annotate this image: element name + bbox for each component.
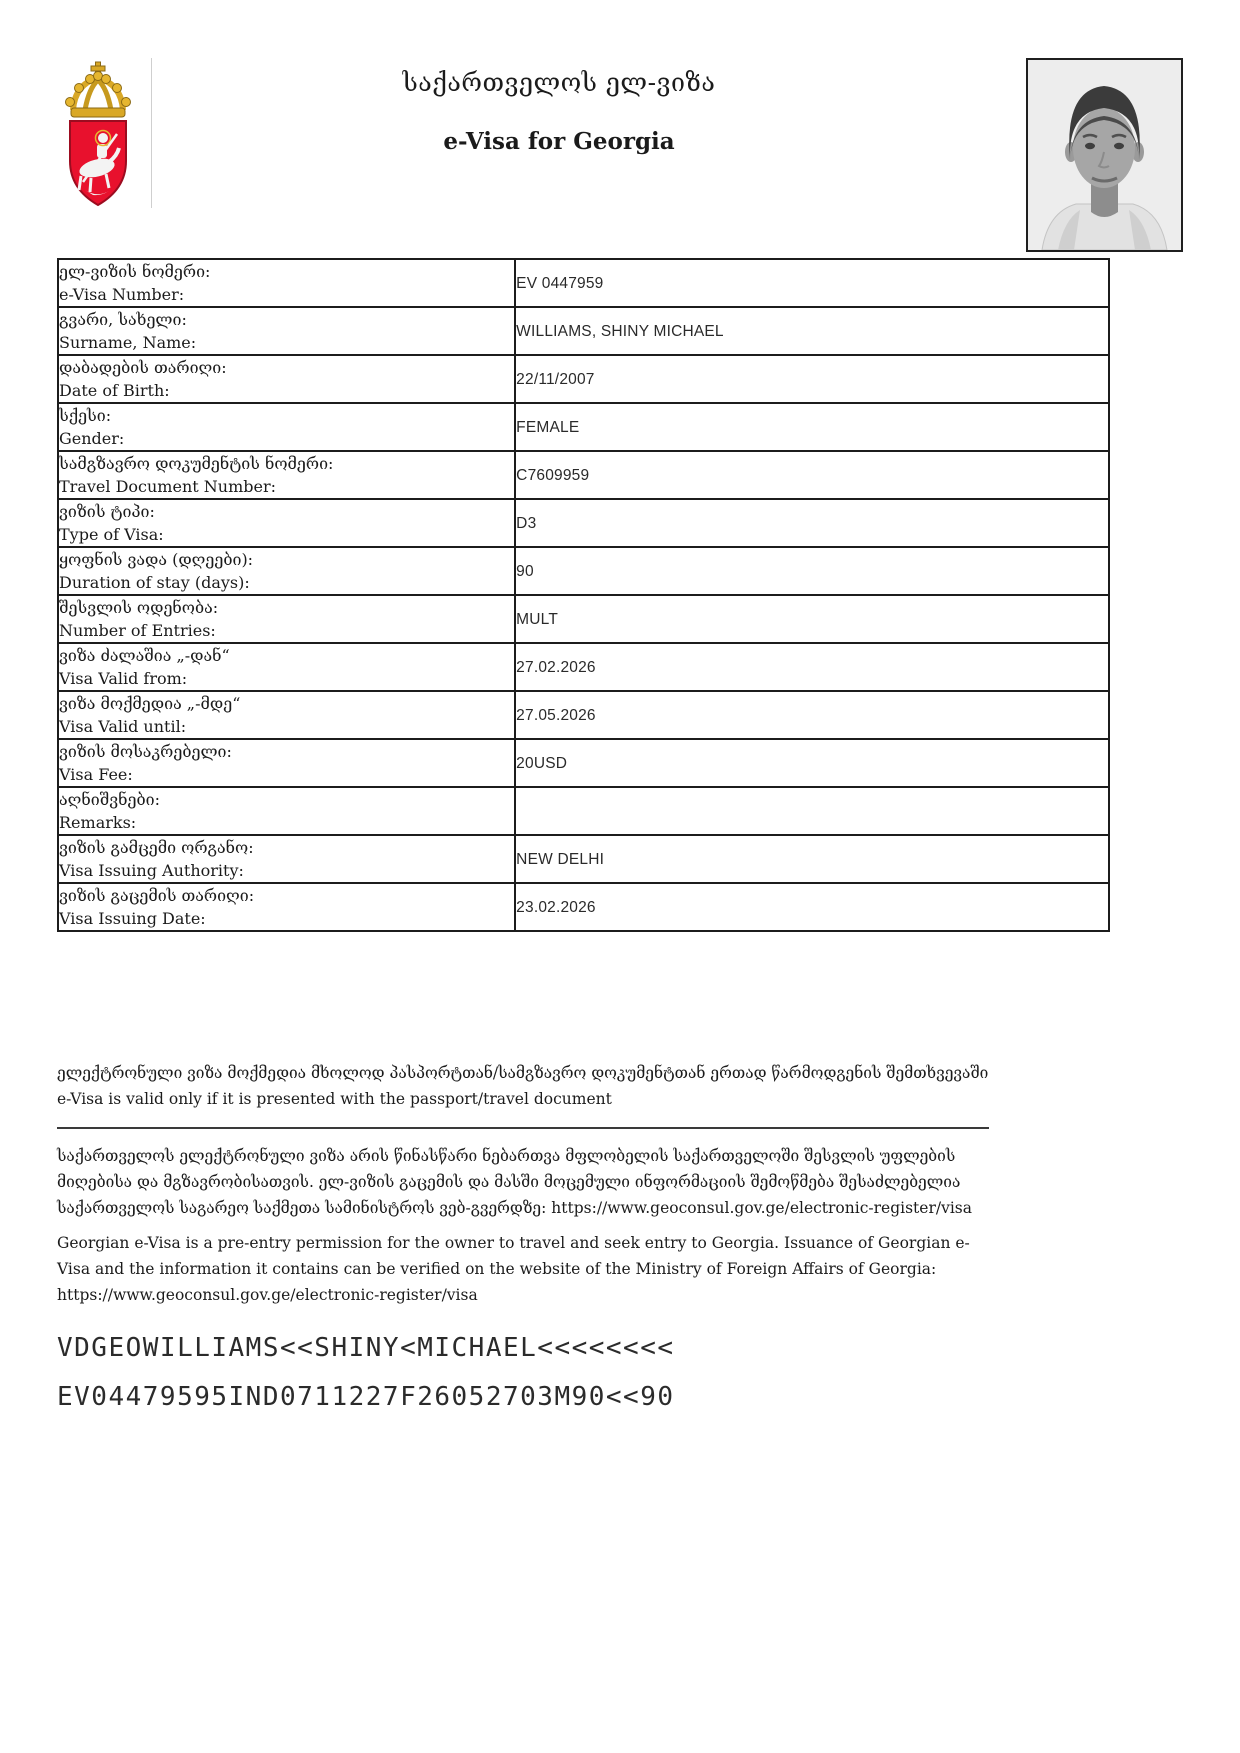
field-label-en: Gender: [59,429,125,448]
field-label-ka: დაბადების თარიღი: [59,358,227,377]
field-value: MULT [516,611,559,628]
field-label-ka: ვიზის მოსაკრებელი: [59,742,232,761]
field-label-en: Duration of stay (days): [59,573,250,592]
field-label-ka: შესვლის ოდენობა: [59,598,219,617]
field-label-en: Visa Fee: [59,765,133,784]
coat-of-arms-graphic [57,58,139,208]
validity-note-georgian: ელექტრონული ვიზა მოქმედია მხოლოდ პასპორტთან/სამგზავრო დოკუმენტთან ერთად წარმოდგენის შემთხვევაში [57,1064,989,1082]
field-label-en: Visa Valid until: [59,717,187,736]
field-label-ka: სქესი: [59,406,112,425]
field-value: C7609959 [516,467,590,484]
field-value: 27.05.2026 [516,707,596,724]
table-row-duration-of-stay [58,547,1109,595]
field-label-ka: ვიზის გაცემის თარიღი: [59,886,255,905]
page-title-georgian: საქართველოს ელ-ვიზა [402,68,716,97]
machine-readable-zone [57,1324,1183,1422]
info-paragraph-georgian: საქართველოს ელექტრონული ვიზა არის წინასწარი ნებართვა მფლობელის საქართველოში შესვლის უფლების მიღებისა და მგზავრობისათვის. ელ-ვიზის გაცემის და მასში მოცემული ინფორმაციის შემოწმება შესაძლებელია საქართველოს საგარეო საქმეთა სამინისტროს ვებ-გვერდზე: https://www.geoconsul.gov.ge/electronic-register/visa [57,1147,972,1217]
info-paragraph-english: Georgian e-Visa is a pre-entry permission for the owner to travel and seek entry to Georgia. Issuance of Georgian e-Visa and the information it contains can be verified on the website of the Ministry of Foreign Affairs of Georgia: https://www.geoconsul.gov.ge/electronic-register/visa [57,1234,970,1304]
document-header [57,55,1183,255]
table-row-visa-fee [58,739,1109,787]
table-row-visa-valid-until [58,691,1109,739]
field-value: D3 [516,515,537,532]
footer-notes [57,1060,989,1308]
field-label-ka: ყოფნის ვადა (დღეები): [59,550,254,569]
field-label-en: Visa Valid from: [59,669,188,688]
field-value: 20USD [516,755,568,772]
validity-note [57,1060,989,1112]
page-title-english: e-Visa for Georgia [443,128,675,155]
field-value: 23.02.2026 [516,899,596,916]
field-label-en: Visa Issuing Authority: [59,861,244,880]
georgia-coat-of-arms-icon [57,58,152,208]
separator-rule [57,1127,989,1129]
field-label-ka: გვარი, სახელი: [59,310,187,329]
applicant-photo [1026,58,1183,252]
field-value: NEW DELHI [516,851,605,868]
table-row-travel-document-number [58,451,1109,499]
table-row-visa-valid-from [58,643,1109,691]
portrait-graphic [1028,60,1181,250]
table-row-visa-issuing-date [58,883,1109,931]
table-row-evisa-number [58,259,1109,307]
mrz-line-1: VDGEOWILLIAMS<<SHINY<MICHAEL<<<<<<<< [57,1333,675,1363]
field-label-en: Date of Birth: [59,381,170,400]
field-label-en: Number of Entries: [59,621,216,640]
field-label-ka: ვიზა ძალაშია „-დან“ [59,646,230,665]
table-row-remarks [58,787,1109,835]
field-label-ka: სამგზავრო დოკუმენტის ნომერი: [59,454,334,473]
field-label-en: Type of Visa: [59,525,164,544]
table-row-surname-name [58,307,1109,355]
field-label-en: Remarks: [59,813,137,832]
field-value: EV 0447959 [516,275,604,292]
title-block [152,55,1026,155]
field-label-ka: აღნიშვნები: [59,790,160,809]
field-value: 90 [516,563,534,580]
visa-details-table [57,258,1110,932]
table-row-type-of-visa [58,499,1109,547]
field-label-en: Surname, Name: [59,333,197,352]
table-row-number-of-entries [58,595,1109,643]
field-value: 22/11/2007 [516,371,595,388]
table-row-visa-issuing-authority [58,835,1109,883]
field-label-en: e-Visa Number: [59,285,185,304]
field-value: 27.02.2026 [516,659,596,676]
table-row-gender [58,403,1109,451]
field-label-en: Travel Document Number: [59,477,276,496]
field-value: FEMALE [516,419,580,436]
field-label-en: Visa Issuing Date: [59,909,206,928]
field-value: WILLIAMS, SHINY MICHAEL [516,323,724,340]
table-row-date-of-birth [58,355,1109,403]
field-label-ka: ვიზა მოქმედია „-მდე“ [59,694,241,713]
validity-note-english: e-Visa is valid only if it is presented with the passport/travel document [57,1090,612,1108]
field-label-ka: ელ-ვიზის ნომერი: [59,262,211,281]
field-label-ka: ვიზის ტიპი: [59,502,155,521]
field-label-ka: ვიზის გამცემი ორგანო: [59,838,254,857]
mrz-line-2: EV04479595IND0711227F26052703M90<<90 [57,1382,675,1412]
